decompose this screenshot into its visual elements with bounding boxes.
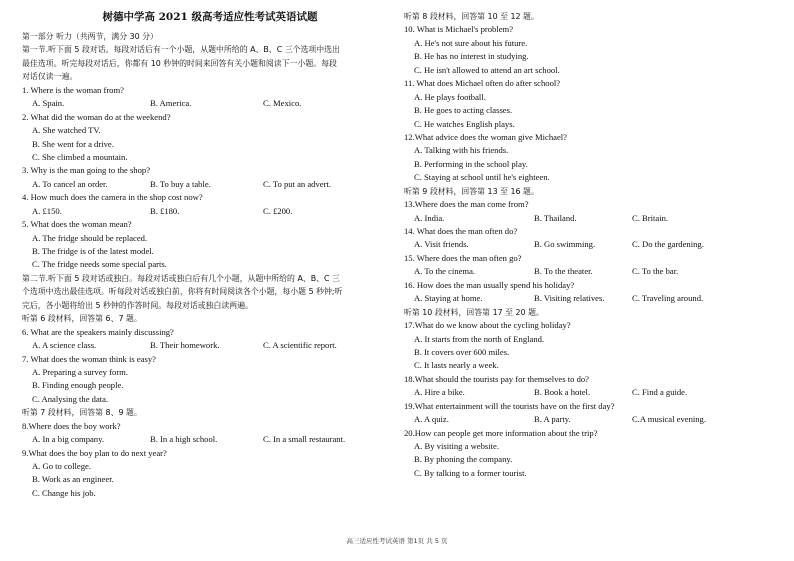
- section-instruction: 第一节.听下面 5 段对话。每段对话后有一个小题，从题中所给的 A、B、C 三个选项中选出: [22, 45, 340, 55]
- part-heading: 第一部分 听力（共两节，满分 30 分）: [22, 32, 158, 41]
- option: C. Staying at school until he's eighteen.: [414, 172, 550, 183]
- option: B. Performing in the school play.: [414, 158, 528, 169]
- section-instruction: 对话仅读一遍。: [22, 72, 78, 82]
- option: A. India.: [414, 212, 445, 223]
- option: C. By talking to a former tourist.: [414, 467, 527, 478]
- question: 12.What advice does the woman give Michael?: [404, 131, 567, 142]
- option: C.A musical evening.: [632, 414, 706, 425]
- option: B. In a high school.: [150, 434, 218, 445]
- option: B. Book a hotel.: [534, 387, 591, 398]
- option: C. The fridge needs some special parts.: [32, 259, 167, 270]
- option: C. He isn't allowed to attend an art school.: [414, 64, 560, 75]
- option: B. He has no interest in studying.: [414, 51, 529, 62]
- option: A. Talking with his friends.: [414, 145, 509, 156]
- option: C. In a small restaurant.: [263, 434, 346, 445]
- question: 2. What did the woman do at the weekend?: [22, 111, 171, 122]
- option: A. A quiz.: [414, 414, 449, 425]
- question: 5. What does the woman mean?: [22, 219, 132, 230]
- option: C. He watches English plays.: [414, 118, 515, 129]
- option: A. Preparing a survey form.: [32, 366, 128, 377]
- option: C. To put an advert.: [263, 178, 331, 189]
- question: 15. Where does the man often go?: [404, 252, 522, 263]
- option: B. To buy a table.: [150, 178, 211, 189]
- options-row: [22, 433, 398, 446]
- option: B. Work as an engineer.: [32, 474, 114, 485]
- option: C. Find a guide.: [632, 387, 688, 398]
- option: A. He's not sure about his future.: [414, 37, 528, 48]
- question: 6. What are the speakers mainly discussing?: [22, 326, 174, 337]
- option: C. To the bar.: [632, 266, 679, 277]
- option: A. Hire a bike.: [414, 387, 465, 398]
- option: B. To the theater.: [534, 266, 593, 277]
- option: A. Visit friends.: [414, 239, 469, 250]
- option: B. £180.: [150, 205, 180, 216]
- option: C. A scientific report.: [263, 340, 337, 351]
- page-footer: 高三适应性考试英语 第1页 共 5 页: [346, 537, 448, 545]
- right-column: [404, 10, 776, 480]
- option: C. It lasts nearly a week.: [414, 360, 499, 371]
- material-heading: 听第 6 段材料，回答第 6、7 题。: [22, 314, 142, 324]
- option: B. A party.: [534, 414, 571, 425]
- material-heading: 听第 9 段材料，回答第 13 至 16 题。: [404, 186, 539, 196]
- question: 20.How can people get more information about the trip?: [404, 427, 598, 438]
- question: 3. Why is the man going to the shop?: [22, 165, 151, 176]
- option: A. In a big company.: [32, 434, 104, 445]
- option: A. To the cinema.: [414, 266, 476, 277]
- option: A. £150.: [32, 205, 62, 216]
- option: A. Spain.: [32, 98, 65, 109]
- page-title: 树德中学高 2021 级高考适应性考试英语试题: [102, 11, 318, 23]
- question: 18.What should the tourists pay for themselves to do?: [404, 373, 589, 384]
- option: B. The fridge is of the latest model.: [32, 246, 154, 256]
- option: B. Their homework.: [150, 340, 220, 351]
- option: B. America.: [150, 98, 192, 109]
- options-row: [404, 386, 776, 399]
- option: B. She went for a drive.: [32, 138, 114, 149]
- options-row: [22, 205, 398, 218]
- option: B. Visiting relatives.: [534, 293, 605, 304]
- question: 4. How much does the camera in the shop cost now?: [22, 192, 203, 203]
- option: B. By phoning the company.: [414, 454, 513, 465]
- option: C. £200.: [263, 205, 293, 216]
- options-row: [404, 265, 776, 278]
- option: C. Analysing the data.: [32, 393, 109, 404]
- option: A. He plays football.: [414, 91, 486, 102]
- question: 13.Where does the man come from?: [404, 199, 529, 210]
- option: B. Go swimming.: [534, 239, 596, 250]
- option: C. Do the gardening.: [632, 239, 704, 250]
- option: B. Finding enough people.: [32, 380, 124, 391]
- option: B. He goes to acting classes.: [414, 105, 513, 116]
- section-instruction: 第二节.听下面 5 段对话或独白。每段对话或独白后有几个小题，从题中所给的 A、B、C 三: [22, 273, 340, 283]
- question: 1. Where is the woman from?: [22, 84, 124, 95]
- options-row: [404, 413, 776, 426]
- section-instruction: 最佳选项。听完每段对话后，你都有 10 秒钟的时间来回答有关小题和阅读下一小题。每段: [22, 58, 337, 68]
- option: A. By visiting a website.: [414, 441, 499, 451]
- option: A. The fridge should be replaced.: [32, 232, 148, 243]
- options-row: [22, 97, 398, 110]
- material-heading: 听第 7 段材料，回答第 8、9 题。: [22, 408, 142, 418]
- option: B. It covers over 600 miles.: [414, 346, 510, 357]
- question: 16. How does the man usually spend his holiday?: [404, 279, 575, 290]
- option: A. Go to college.: [32, 461, 91, 471]
- options-row: [22, 178, 398, 191]
- question: 10. What is Michael's problem?: [404, 24, 514, 35]
- option: A. Staying at home.: [414, 293, 483, 304]
- option: C. Britain.: [632, 212, 669, 223]
- options-row: [22, 339, 398, 352]
- option: C. Traveling around.: [632, 293, 704, 304]
- question: 9.What does the boy plan to do next year?: [22, 447, 167, 458]
- question: 11. What does Michael often do after school?: [404, 78, 561, 89]
- section-instruction: 个选项中选出最佳选项。听每段对话或独白前，你将有时间阅读各个小题，每小题 5 秒钟;听: [22, 287, 343, 297]
- option: C. She climbed a mountain.: [32, 151, 128, 162]
- question: 14. What does the man often do?: [404, 226, 518, 236]
- material-heading: 听第 8 段材料，回答第 10 至 12 题。: [404, 12, 539, 21]
- left-column: [22, 30, 398, 500]
- question: 8.Where does the boy work?: [22, 420, 121, 431]
- question: 7. What does the woman think is easy?: [22, 353, 156, 364]
- option: A. She watched TV.: [32, 125, 101, 136]
- option: B. Thailand.: [534, 212, 577, 223]
- options-row: [404, 292, 776, 305]
- option: A. To cancel an order.: [32, 178, 108, 189]
- question: 19.What entertainment will the tourists have on the first day?: [404, 400, 615, 411]
- options-row: [404, 238, 776, 251]
- option: A. It starts from the north of England.: [414, 333, 545, 344]
- question: 17.What do we know about the cycling holiday?: [404, 320, 571, 331]
- option: C. Mexico.: [263, 98, 302, 109]
- section-instruction: 完后，各小题将给出 5 秒钟的作答时间。每段对话或独白读两遍。: [22, 300, 253, 310]
- option: A. A science class.: [32, 340, 97, 351]
- material-heading: 听第 10 段材料，回答第 17 至 20 题。: [404, 307, 544, 317]
- option: C. Change his job.: [32, 487, 96, 498]
- options-row: [404, 212, 776, 225]
